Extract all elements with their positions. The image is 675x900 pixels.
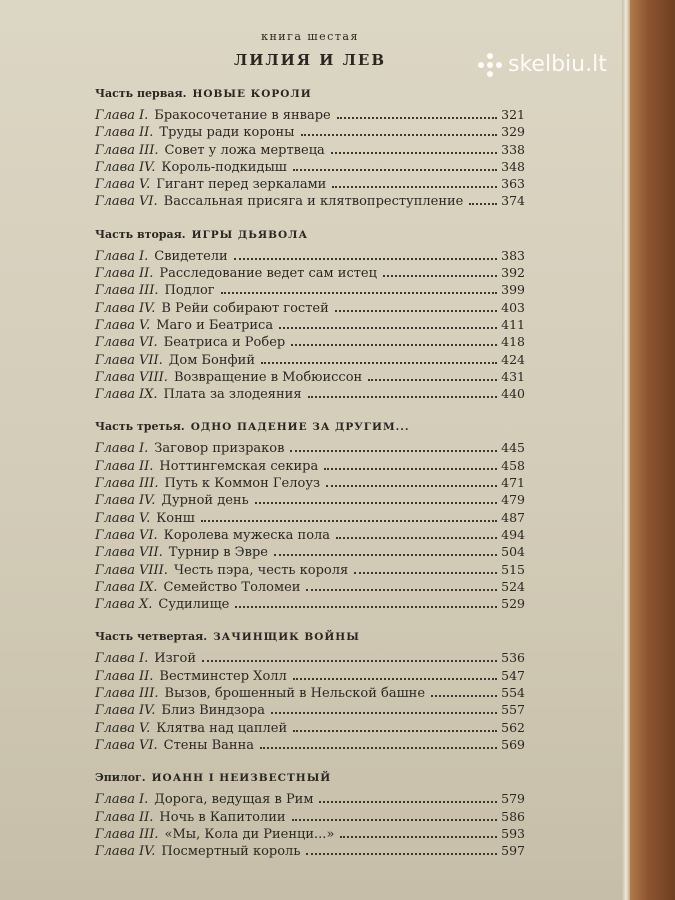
toc-part [95, 87, 525, 210]
dot-leader [335, 310, 497, 312]
chapter-word: Глава [95, 266, 135, 282]
chapter-title: Гигант перед зеркалами [156, 177, 327, 193]
chapter-word: Глава [95, 248, 135, 264]
chapter-number: VI. [139, 527, 158, 543]
chapter-entry [95, 701, 525, 718]
chapter-word: Глава [95, 809, 135, 825]
chapter-word: Глава [95, 510, 135, 526]
part-heading [95, 87, 525, 100]
chapter-title: Турнир в Эвре [168, 545, 268, 561]
chapter-title: Стены Ванна [163, 737, 255, 753]
chapter-word: Глава [95, 792, 135, 808]
chapter-title: Свидетели [154, 248, 228, 264]
page-number: 458 [501, 457, 525, 473]
dot-leader [431, 695, 497, 697]
chapter-number: III. [139, 283, 159, 299]
chapter-entry [95, 790, 525, 807]
toc-part [95, 630, 525, 753]
chapter-word: Глава [95, 441, 135, 457]
dot-leader [292, 819, 498, 821]
dot-leader [290, 450, 497, 452]
page-number: 529 [501, 596, 525, 612]
chapter-word: Глава [95, 737, 135, 753]
dot-leader [221, 292, 498, 294]
watermark-text: skelbiu.lt [508, 52, 607, 77]
dot-leader [291, 344, 497, 346]
chapter-number: V. [139, 720, 151, 736]
chapter-word: Глава [95, 317, 135, 333]
chapter-entry [95, 457, 525, 474]
chapter-title: Посмертный король [161, 844, 301, 860]
dot-leader [235, 606, 497, 608]
toc-part [95, 771, 525, 859]
chapter-word: Глава [95, 125, 135, 141]
chapter-word: Глава [95, 826, 135, 842]
page-number: 424 [501, 351, 525, 367]
page-number: 338 [501, 141, 525, 157]
chapter-number: X. [139, 597, 153, 613]
page-number: 383 [501, 247, 525, 263]
chapter-entry [95, 526, 525, 543]
chapter-entry [95, 808, 525, 825]
part-name: ИОАНН I НЕИЗВЕСТНЫЙ [151, 772, 332, 785]
chapter-title: Возвращение в Мобюиссон [173, 369, 363, 385]
chapter-number: I. [139, 441, 149, 457]
chapter-title: Дурной день [161, 493, 249, 509]
chapter-word: Глава [95, 476, 135, 492]
part-label: Часть четвертая. [95, 630, 208, 644]
chapter-title: Беатриса и Робер [163, 335, 286, 351]
page-number: 579 [501, 791, 525, 807]
chapter-title: Совет у ложа мертвеца [164, 142, 325, 158]
page-edge [622, 0, 630, 900]
page-number: 557 [501, 702, 525, 718]
page-number: 547 [501, 667, 525, 683]
page-number: 348 [501, 158, 525, 174]
dot-leader [234, 258, 497, 260]
chapter-title: Вассальная присяга и клятвопреступление [163, 194, 464, 210]
dot-leader [308, 396, 498, 398]
chapter-title: Честь пэра, честь короля [173, 562, 349, 578]
chapter-entry [95, 192, 525, 209]
chapter-entry [95, 264, 525, 281]
table-of-contents [95, 30, 525, 859]
page-number: 536 [501, 650, 525, 666]
page-number: 504 [501, 544, 525, 560]
chapter-entry [95, 439, 525, 456]
part-label: Часть первая. [95, 87, 187, 100]
page-number: 586 [501, 808, 525, 824]
chapter-entry [95, 351, 525, 368]
chapter-word: Глава [95, 458, 135, 474]
chapter-number: IX. [139, 387, 158, 403]
chapter-title: Король-подкидыш [161, 159, 287, 175]
page-number: 321 [501, 107, 525, 122]
chapter-title: Путь к Коммон Гелоуз [164, 476, 321, 492]
chapter-number: VII. [139, 545, 163, 561]
chapter-title: Бракосочетание в январе [154, 108, 331, 123]
chapter-title: Заговор призраков [154, 441, 285, 457]
chapter-title: В Рейи собирают гостей [161, 300, 329, 316]
page-number: 399 [501, 282, 525, 298]
chapter-number: VI. [139, 737, 158, 753]
chapter-entry [95, 561, 525, 578]
chapter-entry [95, 667, 525, 684]
chapter-title: Ночь в Капитолии [159, 809, 286, 825]
book-title: ЛИЛИЯ И ЛЕВ [233, 51, 387, 69]
page-number: 593 [501, 825, 525, 841]
page-number: 471 [501, 475, 525, 491]
chapter-title: Дом Бонфий [168, 352, 255, 368]
chapter-word: Глава [95, 844, 135, 860]
chapter-number: V. [139, 317, 151, 333]
chapter-number: I. [139, 651, 149, 667]
part-heading [95, 420, 525, 433]
chapter-entry [95, 299, 525, 316]
page-number: 597 [501, 843, 525, 859]
chapter-title: «Мы, Кола ди Риенци...» [164, 826, 335, 842]
chapter-number: II. [139, 266, 154, 282]
chapter-word: Глава [95, 108, 135, 123]
chapter-number: IX. [139, 579, 158, 595]
chapter-word: Глава [95, 686, 135, 702]
page-number: 374 [501, 193, 525, 209]
page-number: 363 [501, 176, 525, 192]
chapter-number: VII. [139, 352, 163, 368]
chapter-entry [95, 509, 525, 526]
chapter-title: Плата за злодеяния [163, 387, 302, 403]
dot-leader [293, 730, 497, 732]
book-number-heading: книга шестая [261, 30, 359, 43]
chapter-number: IV. [139, 844, 156, 860]
dots-logo-icon [478, 53, 502, 77]
toc-part [95, 420, 525, 612]
watermark [478, 52, 607, 77]
chapter-entry [95, 281, 525, 298]
chapter-word: Глава [95, 283, 135, 299]
chapter-word: Глава [95, 651, 135, 667]
chapter-entry [95, 316, 525, 333]
chapter-word: Глава [95, 545, 135, 561]
chapter-word: Глава [95, 493, 135, 509]
chapter-entry [95, 385, 525, 402]
chapter-entry [95, 595, 525, 612]
book-cover-edge [630, 0, 675, 900]
page-number: 524 [501, 578, 525, 594]
dot-leader [306, 589, 497, 591]
chapter-entry [95, 333, 525, 350]
chapter-title: Вызов, брошенный в Нельской башне [164, 686, 426, 702]
chapter-number: IV. [139, 300, 156, 316]
dot-leader [306, 853, 497, 855]
chapter-entry [95, 649, 525, 666]
chapter-number: I. [139, 248, 149, 264]
dot-leader [383, 275, 497, 277]
chapter-number: IV. [139, 703, 156, 719]
chapter-number: I. [139, 108, 149, 123]
part-heading [95, 228, 525, 241]
part-name: ЗАЧИНЩИК ВОЙНЫ [213, 631, 360, 644]
page-number: 479 [501, 492, 525, 508]
chapter-number: IV. [139, 493, 156, 509]
page-number: 554 [501, 685, 525, 701]
chapter-entry [95, 825, 525, 842]
page-number: 392 [501, 265, 525, 281]
dot-leader [274, 554, 497, 556]
dot-leader [293, 169, 497, 171]
dot-leader [319, 801, 497, 803]
chapter-title: Маго и Беатриса [156, 317, 274, 333]
chapter-number: II. [139, 668, 154, 684]
dot-leader [201, 520, 497, 522]
chapter-number: III. [139, 826, 159, 842]
page-number: 403 [501, 299, 525, 315]
parts-container [95, 87, 525, 859]
dot-leader [331, 152, 497, 154]
chapter-number: VIII. [139, 369, 168, 385]
chapter-entry [95, 842, 525, 859]
chapter-title: Клятва над цаплей [156, 720, 288, 736]
chapter-entry [95, 368, 525, 385]
dot-leader [255, 502, 497, 504]
chapter-title: Труды ради короны [159, 125, 295, 141]
part-label: Часть вторая. [95, 227, 186, 241]
chapter-word: Глава [95, 562, 135, 578]
chapter-title: Близ Виндзора [161, 703, 265, 719]
page-number: 329 [501, 124, 525, 140]
chapter-title: Подлог [164, 283, 215, 299]
chapter-word: Глава [95, 142, 135, 158]
dot-leader [301, 134, 498, 136]
dot-leader [271, 712, 497, 714]
chapter-word: Глава [95, 369, 135, 385]
page-number: 494 [501, 526, 525, 542]
page-number: 562 [501, 719, 525, 735]
chapter-word: Глава [95, 177, 135, 193]
dot-leader [279, 327, 497, 329]
chapter-number: VIII. [139, 562, 168, 578]
chapter-entry [95, 578, 525, 595]
dot-leader [326, 485, 497, 487]
chapter-title: Конш [156, 510, 195, 526]
part-heading [95, 630, 525, 643]
chapter-word: Глава [95, 300, 135, 316]
chapter-word: Глава [95, 668, 135, 684]
chapter-word: Глава [95, 352, 135, 368]
chapter-word: Глава [95, 597, 135, 613]
chapter-number: II. [139, 458, 154, 474]
chapter-word: Глава [95, 194, 135, 210]
dot-leader [368, 379, 497, 381]
chapter-word: Глава [95, 387, 135, 403]
chapter-entry [95, 491, 525, 508]
chapter-number: V. [139, 177, 151, 193]
part-name: НОВЫЕ КОРОЛИ [192, 88, 312, 100]
page-number: 431 [501, 368, 525, 384]
chapter-number: III. [139, 686, 159, 702]
chapter-number: VI. [139, 335, 158, 351]
toc-part [95, 228, 525, 403]
chapter-title: Расследование ведет сам истец [159, 266, 377, 282]
chapter-number: II. [139, 125, 154, 141]
chapter-title: Судилище [158, 597, 230, 613]
page-number: 418 [501, 334, 525, 350]
chapter-title: Королева мужеска пола [163, 527, 331, 543]
page-number: 411 [501, 316, 525, 332]
chapter-entry [95, 543, 525, 560]
page-number: 569 [501, 736, 525, 752]
part-name: ИГРЫ ДЬЯВОЛА [191, 228, 309, 241]
chapter-word: Глава [95, 703, 135, 719]
chapter-title: Изгой [154, 651, 197, 667]
chapter-entry [95, 175, 525, 192]
chapter-entry [95, 106, 525, 123]
chapter-title: Вестминстер Холл [159, 668, 287, 684]
dot-leader [336, 537, 497, 539]
chapter-entry [95, 684, 525, 701]
dot-leader [354, 572, 497, 574]
dot-leader [293, 678, 497, 680]
chapter-entry [95, 141, 525, 158]
dot-leader [337, 117, 497, 119]
part-heading [95, 771, 525, 784]
chapter-entry [95, 158, 525, 175]
chapter-entry [95, 736, 525, 753]
chapter-word: Глава [95, 159, 135, 175]
dot-leader [261, 362, 497, 364]
chapter-word: Глава [95, 527, 135, 543]
page-number: 487 [501, 509, 525, 525]
chapter-number: V. [139, 510, 151, 526]
chapter-title: Дорога, ведущая в Рим [154, 792, 314, 808]
chapter-number: I. [139, 792, 149, 808]
part-label: Часть третья. [95, 420, 185, 434]
dot-leader [332, 186, 497, 188]
chapter-number: II. [139, 809, 154, 825]
chapter-word: Глава [95, 720, 135, 736]
dot-leader [340, 836, 497, 838]
page-number: 440 [501, 386, 525, 402]
page-number: 515 [501, 561, 525, 577]
chapter-title: Ноттингемская секира [159, 458, 319, 474]
chapter-number: IV. [139, 159, 156, 175]
part-label: Эпилог. [95, 771, 146, 785]
page-number: 445 [501, 440, 525, 456]
chapter-entry [95, 123, 525, 140]
chapter-entry [95, 474, 525, 491]
chapter-number: III. [139, 476, 159, 492]
chapter-number: III. [139, 142, 159, 158]
dot-leader [469, 203, 497, 205]
chapter-entry [95, 719, 525, 736]
chapter-word: Глава [95, 579, 135, 595]
dot-leader [202, 660, 497, 662]
chapter-title: Семейство Толомеи [163, 579, 301, 595]
dot-leader [260, 747, 497, 749]
dot-leader [324, 468, 497, 470]
chapter-entry [95, 247, 525, 264]
part-name: ОДНО ПАДЕНИЕ ЗА ДРУГИМ... [190, 421, 410, 434]
chapter-word: Глава [95, 335, 135, 351]
chapter-number: VI. [139, 194, 158, 210]
